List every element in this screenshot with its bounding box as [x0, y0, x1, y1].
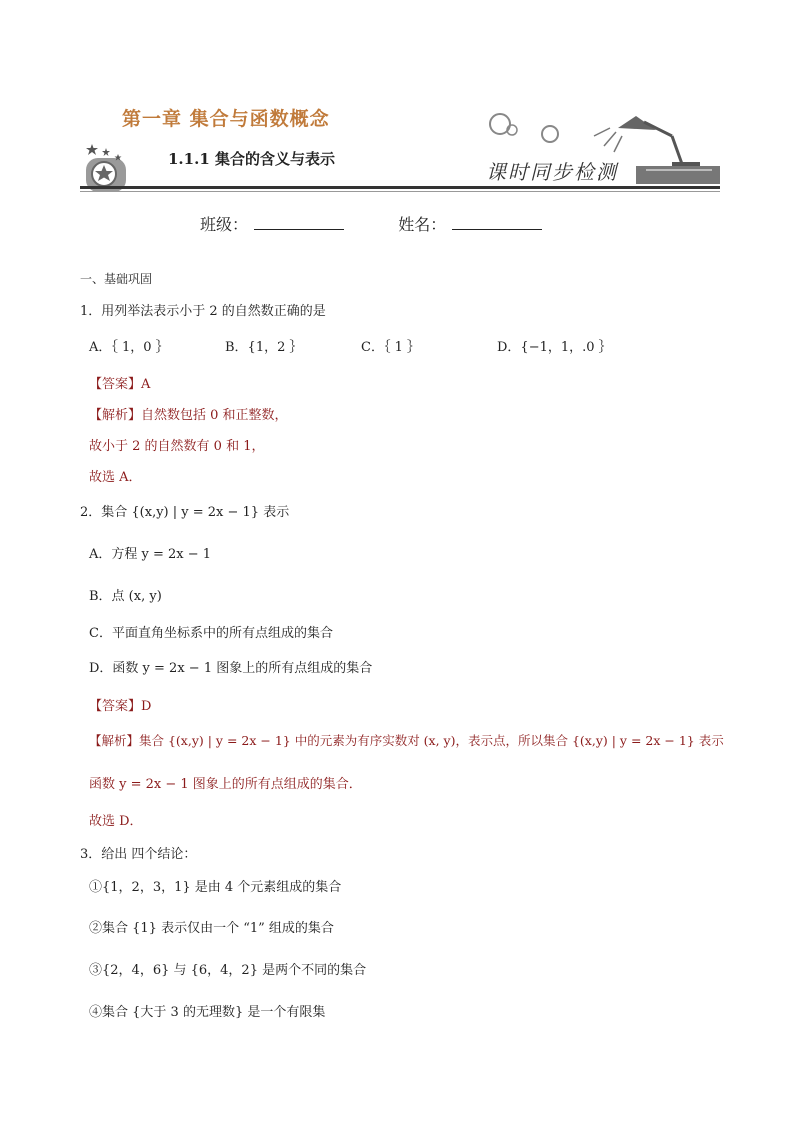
- q2-option-c: C．平面直角坐标系中的所有点组成的集合: [89, 626, 333, 641]
- q3-statement-4: ④集合 {大于 3 的无理数} 是一个有限集: [89, 1005, 326, 1020]
- q1-analysis-line3: 故选 A．: [89, 470, 142, 485]
- q1-analysis: 【解析】自然数包括 0 和正整数，: [89, 408, 288, 423]
- q2-option-d: D．函数 y = 2x − 1 图象上的所有点组成的集合: [89, 661, 373, 676]
- header-rule: [80, 186, 720, 189]
- q3-statement-1: ①{1，2，3，1} 是由 4 个元素组成的集合: [89, 880, 342, 895]
- header-rule-thin: [80, 191, 720, 192]
- q3-stem: 3．给出 四个结论：: [80, 847, 197, 862]
- q1-stem: 1．用列举法表示小于 2 的自然数正确的是: [80, 304, 326, 319]
- q1-option-c: C．｛ 1 ｝: [361, 340, 420, 355]
- class-label: 班级：: [200, 215, 249, 234]
- q2-analysis-line2: 函数 y = 2x − 1 图象上的所有点组成的集合．: [89, 777, 362, 792]
- student-info-row: [200, 212, 542, 235]
- q1-option-a: A．｛ 1，0 ｝: [89, 340, 169, 355]
- class-blank[interactable]: [254, 215, 344, 230]
- name-label: 姓名：: [398, 215, 447, 234]
- q2-analysis-line3: 故选 D．: [89, 814, 143, 829]
- q2-option-b: B．点 (x, y): [89, 589, 162, 604]
- section-title: 1.1.1 集合的含义与表示: [168, 150, 335, 168]
- q1-options: [89, 336, 612, 355]
- name-blank[interactable]: [452, 215, 542, 230]
- q3-statement-2: ②集合 {1} 表示仅由一个 “1” 组成的集合: [89, 921, 334, 936]
- slogan: 课时同步检测: [486, 160, 618, 184]
- q2-stem: 2．集合 {(x,y) | y = 2x − 1} 表示: [80, 505, 290, 520]
- q1-answer: 【答案】A: [89, 377, 151, 392]
- q1-option-d: D．{−1，1，.0 ｝: [497, 340, 612, 355]
- q2-answer: 【答案】D: [89, 699, 152, 714]
- part-heading: 一、基础巩固: [80, 272, 153, 286]
- q3-statement-3: ③{2，4，6} 与 {6，4，2} 是两个不同的集合: [89, 963, 367, 978]
- q1-analysis-line2: 故小于 2 的自然数有 0 和 1，: [89, 439, 265, 454]
- q2-analysis: 【解析】集合 {(x,y) | y = 2x − 1} 中的元素为有序实数对 (x, y)，表示点，所以集合 {(x,y) | y = 2x − 1} 表示: [89, 733, 724, 748]
- q2-option-a: A．方程 y = 2x − 1: [89, 547, 212, 562]
- q1-option-b: B．{1，2 ｝: [225, 340, 303, 355]
- chapter-title: 第一章 集合与函数概念: [122, 108, 330, 130]
